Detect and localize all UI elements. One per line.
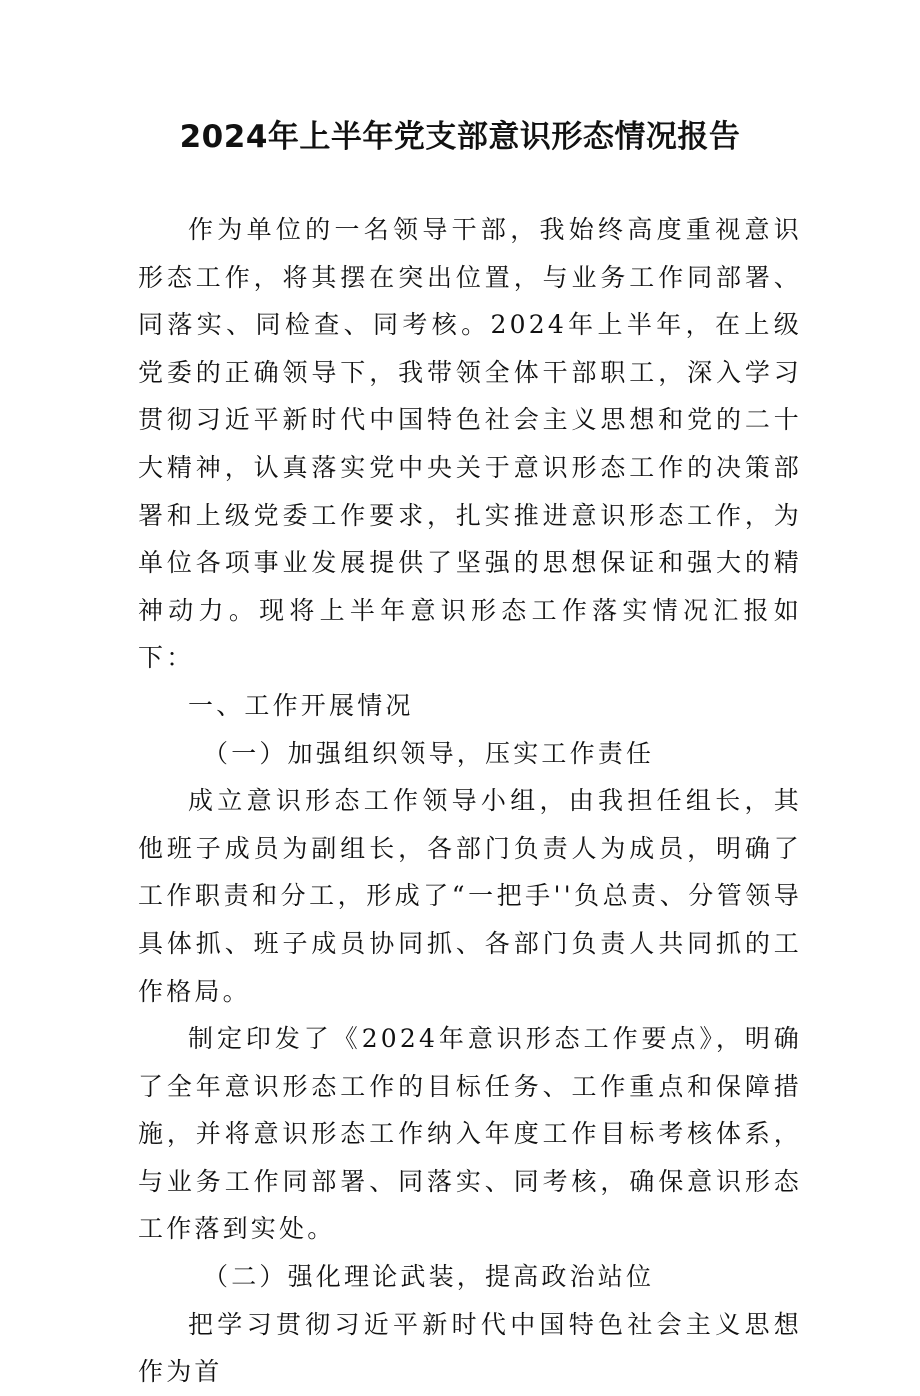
paragraph-work-plan: 制定印发了《2024年意识形态工作要点》，明确了全年意识形态工作的目标任务、工作重点和保障措施，并将意识形态工作纳入年度工作目标考核体系，与业务工作同部署、同落实、同考核，确保意识形态工作落到实处。	[138, 1024, 802, 1244]
document-title: 2024年上半年党支部意识形态情况报告	[179, 119, 741, 155]
subsection-heading-organization: （一）加强组织领导，压实工作责任	[203, 738, 655, 768]
section-heading-work-status: 一、工作开展情况	[188, 690, 414, 720]
paragraph-study: 把学习贯彻习近平新时代中国特色社会主义思想作为首	[138, 1309, 802, 1387]
document-body	[138, 206, 802, 1396]
paragraph-leading-group: 成立意识形态工作领导小组，由我担任组长，其他班子成员为副组长，各部门负责人为成员，明确了工作职责和分工，形成了“一把手''负总责、分管领导具体抓、班子成员协同抓、各部门负责人共同抓的工作格局。	[138, 786, 802, 1006]
paragraph-intro: 作为单位的一名领导干部，我始终高度重视意识形态工作，将其摆在突出位置，与业务工作同部署、同落实、同检查、同考核。2024年上半年，在上级党委的正确领导下，我带领全体干部职工，深入学习贯彻习近平新时代中国特色社会主义思想和党的二十大精神，认真落实党中央关于意识形态工作的决策部署和上级党委工作要求，扎实推进意识形态工作，为单位各项事业发展提供了坚强的思想保证和强大的精神动力。现将上半年意识形态工作落实情况汇报如下：	[138, 215, 802, 673]
subsection-heading-theory: （二）强化理论武装，提高政治站位	[203, 1262, 655, 1292]
